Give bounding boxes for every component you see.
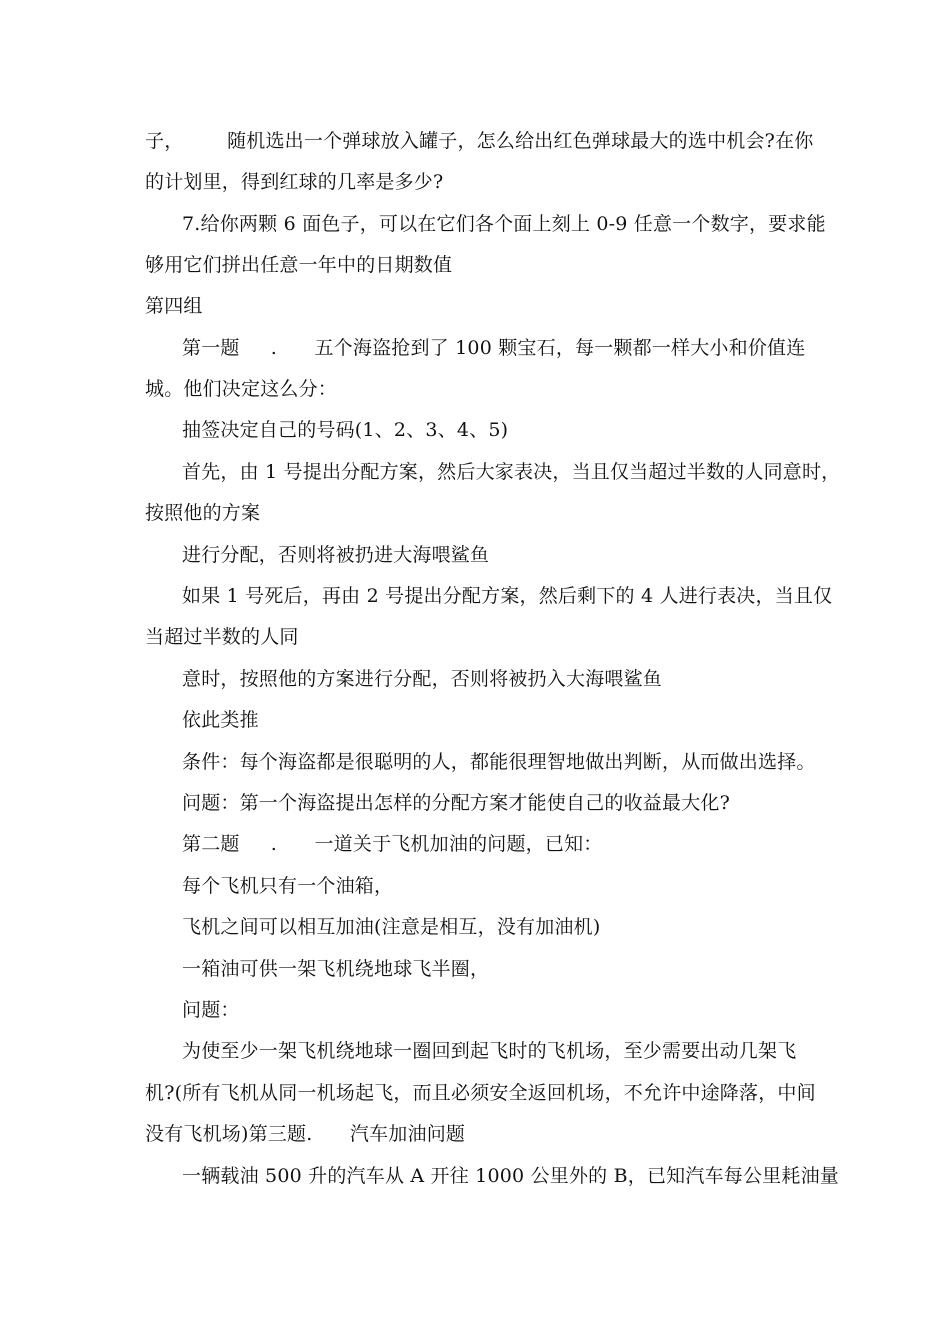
text-line: 每个飞机只有一个油箱， [182,875,394,897]
text-line: 如果 1 号死后，再由 2 号提出分配方案，然后剩下的 4 人进行表决，当且仅 [182,585,833,607]
text-line: 没有飞机场)第三题. 汽车加油问题 [145,1123,466,1145]
text-line: 为使至少一架飞机绕地球一圈回到起飞时的飞机场，至少需要出动几架飞 [182,1040,797,1062]
text-line: 依此类推 [182,709,259,731]
text-line: 意时，按照他的方案进行分配，否则将被扔入大海喂鲨鱼 [182,668,663,690]
text-line: 够用它们拼出任意一年中的日期数值 [145,254,453,276]
text-line: 飞机之间可以相互加油(注意是相互，没有加油机) [182,916,601,938]
text-line: 第二题 . 一道关于飞机加油的问题，已知： [182,833,603,855]
text-line: 首先，由 1 号提出分配方案，然后大家表决，当且仅当超过半数的人同意时， [182,461,841,483]
text-line: 7.给你两颗 6 面色子，可以在它们各个面上刻上 0-9 任意一个数字，要求能 [182,213,826,235]
text-line: 问题：第一个海盗提出怎样的分配方案才能使自己的收益最大化? [182,792,730,814]
text-line: 城。他们决定这么分： [145,378,338,400]
text-line: 抽签决定自己的号码(1、2、3、4、5) [182,419,509,441]
text-line: 机?(所有飞机从同一机场起飞，而且必须安全返回机场，不允许中途降落，中间 [145,1082,816,1104]
text-line: 一箱油可供一架飞机绕地球飞半圈， [182,958,490,980]
section-heading: 第四组 [145,295,203,317]
text-line: 的计划里，得到红球的几率是多少? [145,171,444,193]
text-line: 进行分配，否则将被扔进大海喂鲨鱼 [182,544,490,566]
text-line: 问题： [182,999,240,1021]
text-line: 子， 随机选出一个弹球放入罐子，怎么给出红色弹球最大的选中机会?在你 [145,130,814,152]
text-line: 当超过半数的人同 [145,626,299,648]
text-line: 按照他的方案 [145,502,261,524]
text-line: 第一题 . 五个海盗抢到了 100 颗宝石，每一颗都一样大小和价值连 [182,337,806,359]
text-line: 一辆载油 500 升的汽车从 A 开往 1000 公里外的 B，已知汽车每公里耗油量 [182,1165,839,1187]
text-line: 条件：每个海盗都是很聪明的人，都能很理智地做出判断，从而做出选择。 [182,751,816,773]
